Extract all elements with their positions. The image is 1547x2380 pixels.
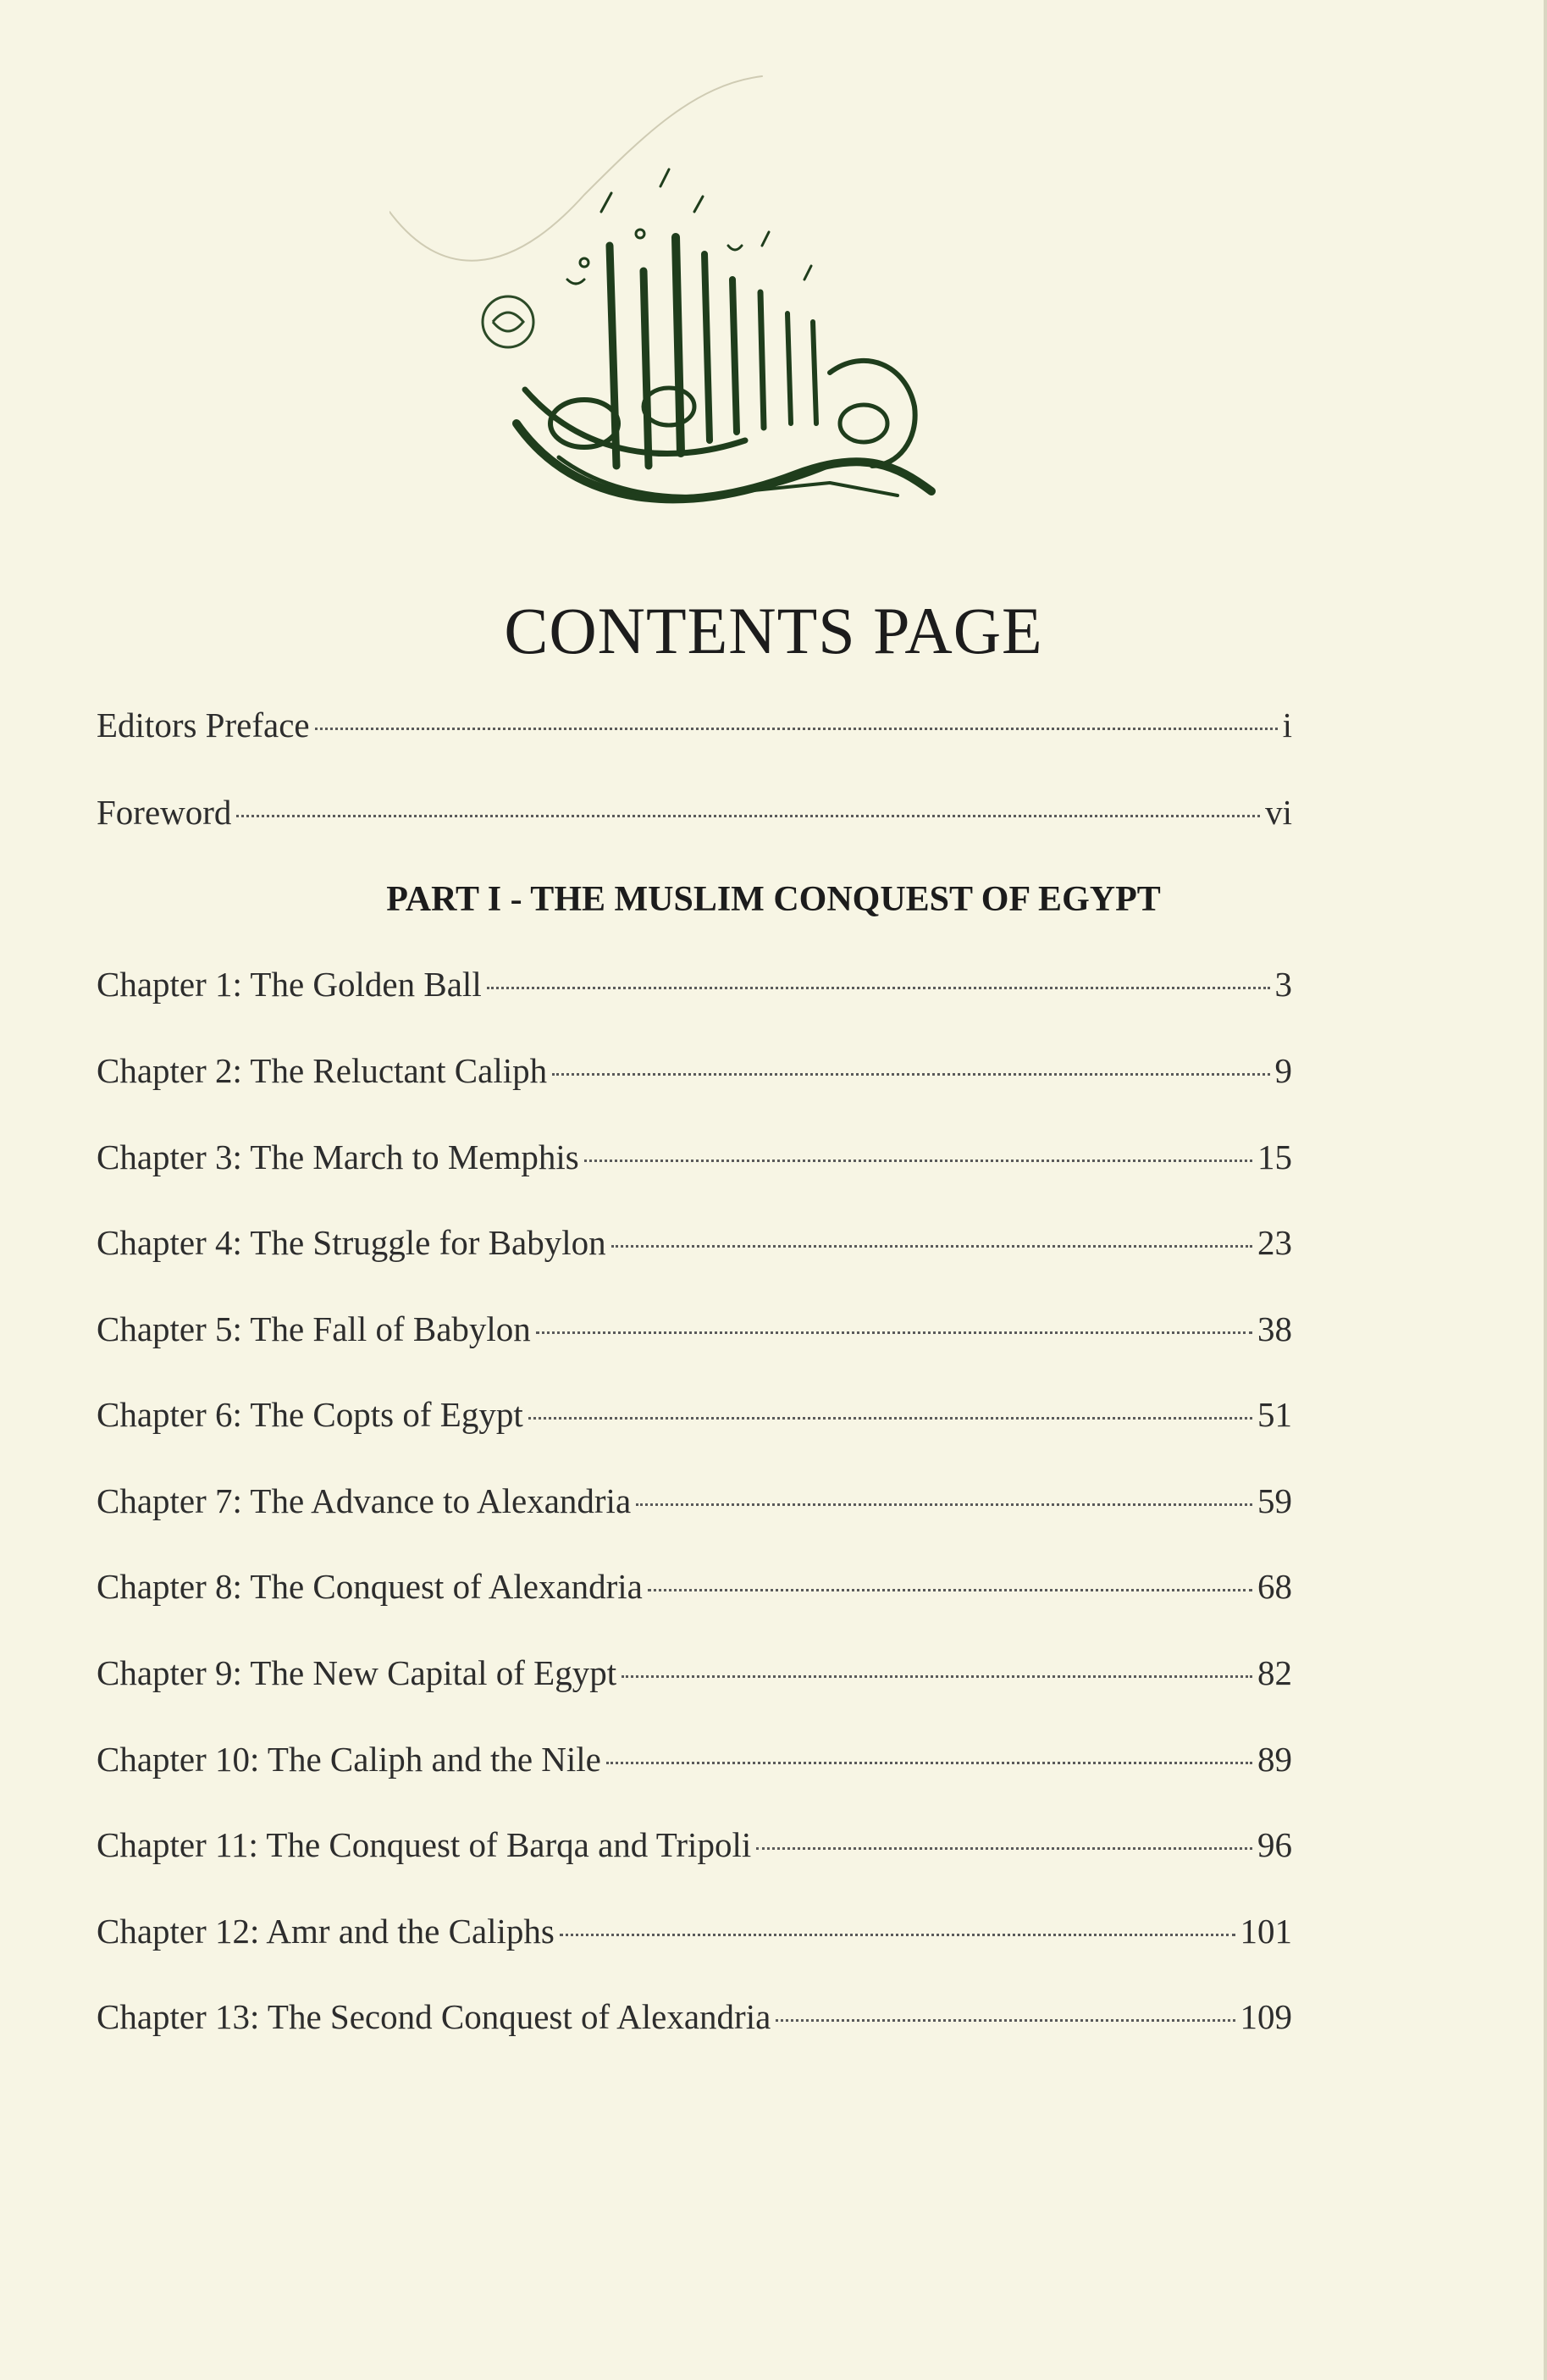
toc-entry-chapter[interactable]	[97, 1652, 1292, 1712]
entry-page-number: 59	[1257, 1481, 1292, 1520]
page-title: CONTENTS PAGE	[504, 594, 1043, 667]
entry-page-number: 109	[1240, 1997, 1292, 2036]
toc-entry-chapter[interactable]	[97, 1050, 1292, 1110]
dot-leader	[560, 1934, 1235, 1936]
toc-entry-chapter[interactable]	[97, 1566, 1292, 1625]
toc-entry-chapter[interactable]	[97, 1394, 1292, 1453]
entry-page-number: i	[1282, 706, 1292, 744]
dot-leader	[756, 1847, 1252, 1850]
toc-entry-chapter[interactable]	[97, 1222, 1292, 1281]
dot-leader	[536, 1331, 1252, 1334]
entry-label: Chapter 2: The Reluctant Caliph	[97, 1051, 548, 1090]
toc-entry-chapter[interactable]	[97, 1911, 1292, 1970]
toc-entry-editors-preface[interactable]	[97, 705, 1292, 764]
toc-entry-chapter[interactable]	[97, 1996, 1292, 2056]
entry-label: Chapter 13: The Second Conquest of Alexandria	[97, 1997, 771, 2036]
basmala-calligraphy-icon	[390, 68, 982, 542]
entry-label: Chapter 1: The Golden Ball	[97, 965, 482, 1004]
toc-entry-chapter[interactable]	[97, 964, 1292, 1023]
entry-page-number: 96	[1257, 1825, 1292, 1864]
entry-page-number: 101	[1240, 1912, 1292, 1951]
entry-page-number: vi	[1265, 793, 1292, 832]
entry-label: Foreword	[97, 793, 232, 832]
entry-label: Chapter 5: The Fall of Babylon	[97, 1309, 531, 1348]
seal-icon	[483, 296, 533, 347]
toc-entry-chapter[interactable]	[97, 1824, 1292, 1884]
entry-page-number: 82	[1257, 1653, 1292, 1692]
entry-page-number: 38	[1257, 1309, 1292, 1348]
dot-leader	[528, 1417, 1252, 1420]
dot-leader	[236, 815, 1260, 817]
entry-label: Chapter 9: The New Capital of Egypt	[97, 1653, 617, 1692]
entry-page-number: 68	[1257, 1567, 1292, 1606]
entry-page-number: 3	[1274, 965, 1292, 1004]
entry-label: Chapter 10: The Caliph and the Nile	[97, 1740, 601, 1779]
entry-page-number: 51	[1257, 1395, 1292, 1434]
entry-page-number: 15	[1257, 1137, 1292, 1176]
entry-label: Chapter 8: The Conquest of Alexandria	[97, 1567, 643, 1606]
dot-leader	[584, 1160, 1252, 1162]
entry-page-number: 89	[1257, 1740, 1292, 1779]
entry-page-number: 9	[1274, 1051, 1292, 1090]
dot-leader	[552, 1073, 1269, 1076]
toc-entry-foreword[interactable]	[97, 792, 1292, 851]
entry-label: Chapter 3: The March to Memphis	[97, 1137, 579, 1176]
entry-label: Chapter 4: The Struggle for Babylon	[97, 1223, 606, 1262]
toc-entry-chapter[interactable]	[97, 1481, 1292, 1540]
dot-leader	[487, 987, 1270, 989]
entry-label: Chapter 7: The Advance to Alexandria	[97, 1481, 632, 1520]
toc-entry-chapter[interactable]	[97, 1309, 1292, 1368]
toc-entry-chapter[interactable]	[97, 1739, 1292, 1798]
dot-leader	[606, 1762, 1252, 1764]
entry-label: Chapter 11: The Conquest of Barqa and Tripoli	[97, 1825, 752, 1864]
dot-leader	[315, 728, 1278, 730]
entry-label: Editors Preface	[97, 706, 310, 744]
dot-leader	[636, 1503, 1252, 1506]
toc-entry-chapter[interactable]	[97, 1137, 1292, 1196]
entry-label: Chapter 6: The Copts of Egypt	[97, 1395, 523, 1434]
dot-leader	[648, 1589, 1252, 1591]
part-heading: PART I - THE MUSLIM CONQUEST OF EGYPT	[386, 880, 1161, 919]
dot-leader	[776, 2019, 1235, 2022]
entry-page-number: 23	[1257, 1223, 1292, 1262]
entry-label: Chapter 12: Amr and the Caliphs	[97, 1912, 555, 1951]
dot-leader	[611, 1245, 1252, 1248]
dot-leader	[622, 1675, 1252, 1678]
page-edge	[1544, 0, 1547, 2380]
